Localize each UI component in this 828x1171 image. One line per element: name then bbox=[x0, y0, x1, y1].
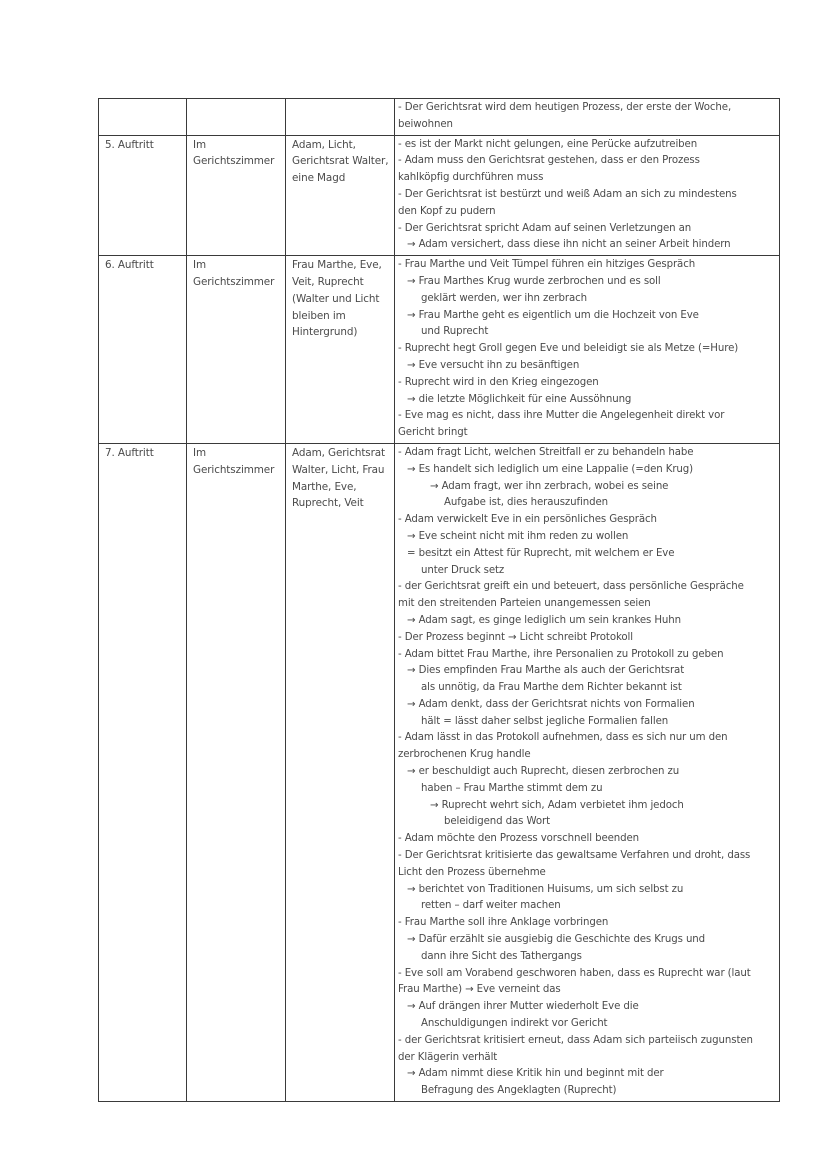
content-sub-line: als unnötig, da Frau Marthe dem Richter bekannt ist bbox=[421, 682, 682, 694]
persons-cell bbox=[286, 135, 395, 256]
persons-line: Veit, Ruprecht bbox=[292, 275, 364, 288]
persons-line: Adam, Licht, bbox=[292, 138, 356, 151]
content-sub-line: → Dafür erzählt sie ausgiebig die Geschichte des Krugs und bbox=[407, 934, 706, 946]
scene-number-cell bbox=[99, 443, 187, 1101]
content-bullet-line: - Der Prozess beginnt → Licht schreibt Protokoll bbox=[398, 631, 633, 643]
content-cell bbox=[395, 99, 780, 136]
content-sub-line: → Adam fragt, wer ihn zerbrach, wobei es seine bbox=[430, 480, 669, 492]
content-bullet-line: - Frau Marthe soll ihre Anklage vorbringen bbox=[398, 917, 609, 929]
scene-row bbox=[99, 135, 780, 256]
content-sub-line: → Ruprecht wehrt sich, Adam verbietet ihm jedoch bbox=[430, 799, 684, 811]
scene-number-cell bbox=[99, 99, 187, 136]
content-bullet-line: - Ruprecht wird in den Krieg eingezogen bbox=[398, 376, 599, 388]
content-bullet-line: - Ruprecht hegt Groll gegen Eve und beleidigt sie als Metze (=Hure) bbox=[398, 343, 739, 355]
content-sub-line: → Adam versichert, dass diese ihn nicht an seiner Arbeit hindern bbox=[407, 239, 731, 251]
content-sub-line: → Eve scheint nicht mit ihm reden zu wollen bbox=[407, 530, 629, 542]
content-sub-line: geklärt werden, wer ihn zerbrach bbox=[421, 292, 587, 304]
content-sub-line: → Dies empfinden Frau Marthe als auch der Gerichtsrat bbox=[407, 665, 685, 677]
content-bullet-line: - Adam möchte den Prozess vorschnell beenden bbox=[398, 833, 640, 845]
content-bullet-line: - Eve mag es nicht, dass ihre Mutter die Angelegenheit direkt vor bbox=[398, 410, 725, 422]
content-bullet-line: - der Gerichtsrat greift ein und beteuert, dass persönliche Gespräche bbox=[398, 581, 744, 593]
content-sub-line: beleidigend das Wort bbox=[444, 816, 551, 828]
content-sub-line: haben – Frau Marthe stimmt dem zu bbox=[421, 782, 603, 794]
persons-line: Walter, Licht, Frau bbox=[292, 463, 385, 476]
persons-line: Gerichtsrat Walter, bbox=[292, 155, 389, 168]
scene-number-cell bbox=[99, 135, 187, 256]
content-bullet-line: Gericht bringt bbox=[398, 427, 468, 439]
scene-number-cell bbox=[99, 256, 187, 444]
content-cell bbox=[395, 256, 780, 444]
scene-overview-table bbox=[98, 98, 780, 1102]
persons-line: Adam, Gerichtsrat bbox=[292, 446, 386, 459]
place-line: Im bbox=[193, 138, 206, 151]
content-sub-line: → Adam denkt, dass der Gerichtsrat nichts von Formalien bbox=[407, 698, 695, 710]
content-bullet-line: Licht den Prozess übernehme bbox=[398, 866, 546, 878]
content-sub-line: → Eve versucht ihn zu besänftigen bbox=[407, 359, 580, 371]
content-bullet-line: den Kopf zu pudern bbox=[398, 205, 496, 217]
place-cell bbox=[187, 135, 286, 256]
content-bullet-line: mit den streitenden Parteien unangemessen seien bbox=[398, 598, 651, 610]
scene-number: 5. Auftritt bbox=[105, 138, 154, 151]
content-bullet-line: - der Gerichtsrat kritisiert erneut, dass Adam sich parteiisch zugunsten bbox=[398, 1034, 753, 1046]
persons-cell bbox=[286, 443, 395, 1101]
content-sub-line: dann ihre Sicht des Tathergangs bbox=[421, 950, 582, 962]
content-sub-line: → die letzte Möglichkeit für eine Aussöhnung bbox=[407, 393, 632, 405]
content-sub-line: und Ruprecht bbox=[421, 326, 489, 338]
content-sub-line: → Frau Marthe geht es eigentlich um die Hochzeit von Eve bbox=[407, 309, 699, 321]
persons-line: eine Magd bbox=[292, 172, 346, 185]
content-sub-line: hält = lässt daher selbst jegliche Formalien fallen bbox=[421, 715, 669, 727]
content-bullet-line: - Eve soll am Vorabend geschworen haben, dass es Ruprecht war (laut bbox=[398, 967, 751, 979]
scene-number: 7. Auftritt bbox=[105, 446, 154, 459]
content-sub-line: → Auf drängen ihrer Mutter wiederholt Eve die bbox=[407, 1001, 639, 1013]
persons-line: Hintergrund) bbox=[292, 326, 358, 339]
place-line: Gerichtszimmer bbox=[193, 463, 275, 476]
content-bullet-line: der Klägerin verhält bbox=[398, 1051, 498, 1063]
place-cell bbox=[187, 443, 286, 1101]
place-line: Gerichtszimmer bbox=[193, 155, 275, 168]
content-sub-line: Befragung des Angeklagten (Ruprecht) bbox=[421, 1085, 617, 1097]
content-sub-line: → Adam nimmt diese Kritik hin und beginnt mit der bbox=[407, 1068, 664, 1080]
content-cell bbox=[395, 443, 780, 1101]
content-bullet-line: kahlköpfig durchführen muss bbox=[398, 172, 544, 184]
content-bullet-line: - es ist der Markt nicht gelungen, eine Perücke aufzutreiben bbox=[398, 138, 698, 150]
content-sub-line: Aufgabe ist, dies herauszufinden bbox=[444, 497, 609, 509]
scene-number: 6. Auftritt bbox=[105, 259, 154, 272]
content-sub-line: → Frau Marthes Krug wurde zerbrochen und es soll bbox=[407, 275, 661, 287]
persons-cell bbox=[286, 256, 395, 444]
content-bullet-line: - Adam lässt in das Protokoll aufnehmen, dass es sich nur um den bbox=[398, 732, 728, 744]
persons-cell bbox=[286, 99, 395, 136]
scene-row bbox=[99, 443, 780, 1101]
place-line: Gerichtszimmer bbox=[193, 275, 275, 288]
content-bullet-line: Frau Marthe) → Eve verneint das bbox=[398, 984, 561, 996]
content-bullet-line: - Der Gerichtsrat wird dem heutigen Prozess, der erste der Woche, bbox=[398, 102, 732, 113]
scene-overview-body bbox=[99, 99, 780, 1102]
content-sub-line: → Es handelt sich lediglich um eine Lappalie (=den Krug) bbox=[407, 463, 694, 475]
place-cell bbox=[187, 256, 286, 444]
content-bullet-line: - Der Gerichtsrat kritisierte das gewaltsame Verfahren und droht, dass bbox=[398, 850, 751, 862]
content-bullet-line: - Adam bittet Frau Marthe, ihre Personalien zu Protokoll zu geben bbox=[398, 648, 724, 660]
persons-line: bleiben im bbox=[292, 309, 346, 322]
content-bullet-line: - Adam fragt Licht, welchen Streitfall er zu behandeln habe bbox=[398, 446, 694, 458]
persons-line: (Walter und Licht bbox=[292, 292, 380, 305]
content-sub-line: → berichtet von Traditionen Huisums, um sich selbst zu bbox=[407, 883, 684, 895]
persons-line: Ruprecht, Veit bbox=[292, 497, 364, 510]
content-sub-line: unter Druck setz bbox=[421, 564, 505, 576]
scene-row bbox=[99, 256, 780, 444]
place-line: Im bbox=[193, 446, 206, 459]
content-sub-line: = besitzt ein Attest für Ruprecht, mit welchem er Eve bbox=[407, 547, 675, 559]
place-line: Im bbox=[193, 259, 206, 272]
content-bullet-line: - Adam verwickelt Eve in ein persönliches Gespräch bbox=[398, 514, 657, 526]
place-cell bbox=[187, 99, 286, 136]
scene-row bbox=[99, 99, 780, 136]
content-sub-line: → er beschuldigt auch Ruprecht, diesen zerbrochen zu bbox=[407, 766, 680, 778]
content-bullet-line: beiwohnen bbox=[398, 118, 453, 130]
content-cell bbox=[395, 135, 780, 256]
persons-line: Marthe, Eve, bbox=[292, 480, 357, 493]
content-sub-line: retten – darf weiter machen bbox=[421, 900, 561, 912]
content-bullet-line: zerbrochenen Krug handle bbox=[398, 749, 531, 761]
content-bullet-line: - Frau Marthe und Veit Tümpel führen ein hitziges Gespräch bbox=[398, 259, 696, 271]
content-bullet-line: - Adam muss den Gerichtsrat gestehen, dass er den Prozess bbox=[398, 155, 700, 167]
content-sub-line: → Adam sagt, es ginge lediglich um sein krankes Huhn bbox=[407, 614, 681, 626]
content-sub-line: Anschuldigungen indirekt vor Gericht bbox=[421, 1018, 608, 1030]
content-bullet-line: - Der Gerichtsrat ist bestürzt und weiß Adam an sich zu mindestens bbox=[398, 188, 737, 200]
persons-line: Frau Marthe, Eve, bbox=[292, 259, 382, 272]
content-bullet-line: - Der Gerichtsrat spricht Adam auf seinen Verletzungen an bbox=[398, 222, 692, 234]
